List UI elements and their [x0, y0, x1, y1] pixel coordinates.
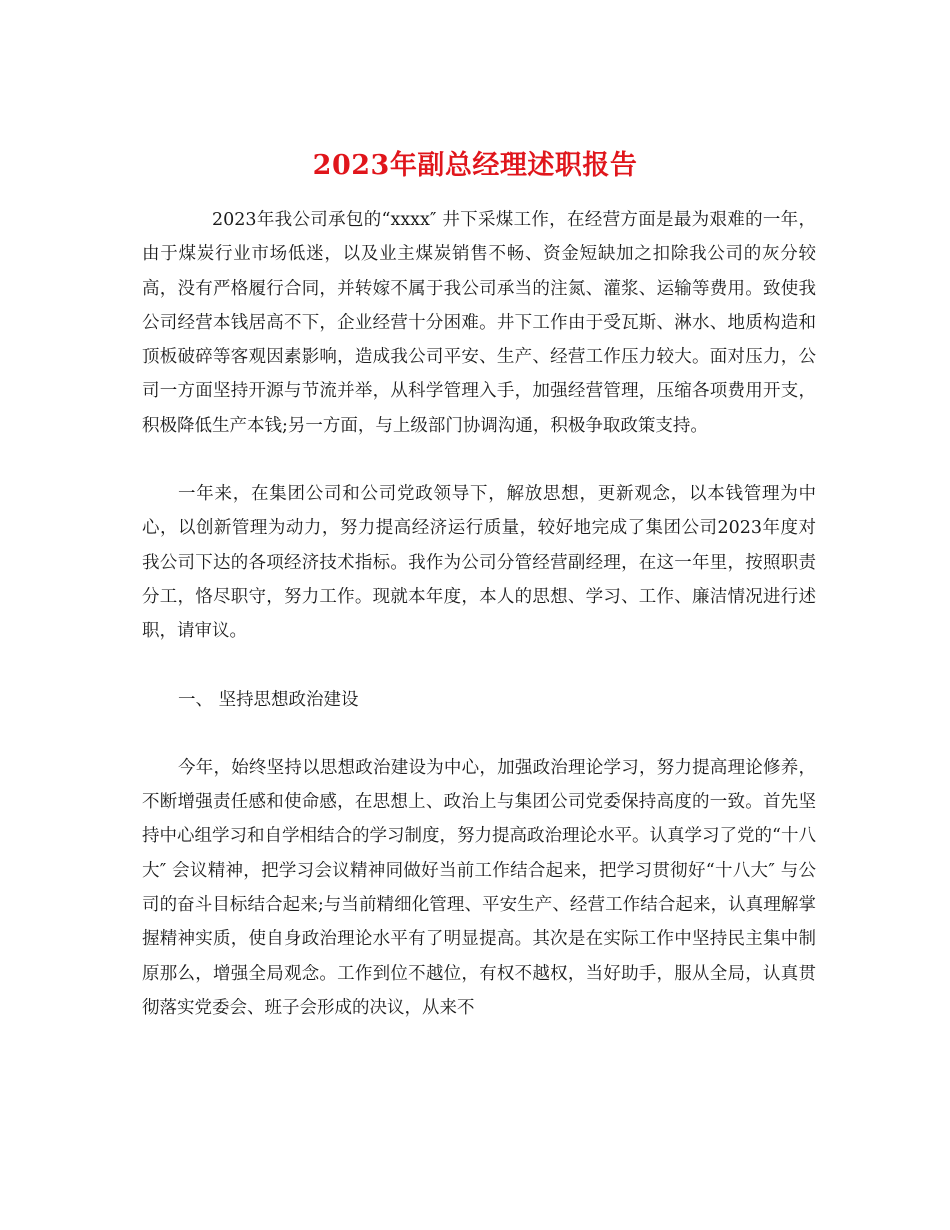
section-heading: 一、 坚持思想政治建设	[178, 689, 359, 710]
overview-paragraph: 一年来，在集团公司和公司党政领导下，解放思想，更新观念，以本钱管理为中心，以创新管理为动力，努力提高经济运行质量，较好地完成了集团公司2023年度对我公司下达的各项经济技术指标。我作为公司分管经营副经理，在这一年里，按照职责分工，恪尽职守，努力工作。现就本年度，本人的思想、学习、工作、廉洁情况进行述职，请审议。	[142, 484, 816, 642]
document-title: 2023年副总经理述职报告	[312, 150, 638, 182]
section-paragraph: 今年，始终坚持以思想政治建设为中心，加强政治理论学习，努力提高理论修养，不断增强责任感和使命感，在思想上、政治上与集团公司党委保持高度的一致。首先坚持中心组学习和自学相结合的学习制度，努力提高政治理论水平。认真学习了党的“十八大″ 会议精神，把学习会议精神同做好当前工作结合起来，把学习贯彻好“十八大″ 与公司的奋斗目标结合起来;与当前精细化管理、平安生产、经营工作结合起来，认真理解掌握精神实质，使自身政治理论水平有了明显提高。其次是在实际工作中坚持民主集中制原那么，增强全局观念。工作到位不越位，有权不越权，当好助手，服从全局，认真贯彻落实党委会、班子会形成的决议，从来不	[142, 757, 816, 1018]
intro-paragraph: 2023年我公司承包的“xxxx″ 井下采煤工作，在经营方面是最为艰难的一年，由于煤炭行业市场低迷，以及业主煤炭销售不畅、资金短缺加之扣除我公司的灰分较高，没有严格履行合同，并转嫁不属于我公司承当的注氮、灌浆、运输等费用。致使我公司经营本钱居高不下，企业经营十分困难。井下工作由于受瓦斯、淋水、地质构造和顶板破碎等客观因素影响，造成我公司平安、生产、经营工作压力较大。面对压力，公司一方面坚持开源与节流并举，从科学管理入手，加强经营管理，压缩各项费用开支，积极降低生产本钱;另一方面，与上级部门协调沟通，积极争取政策支持。	[142, 210, 816, 436]
document-body	[142, 203, 816, 1025]
